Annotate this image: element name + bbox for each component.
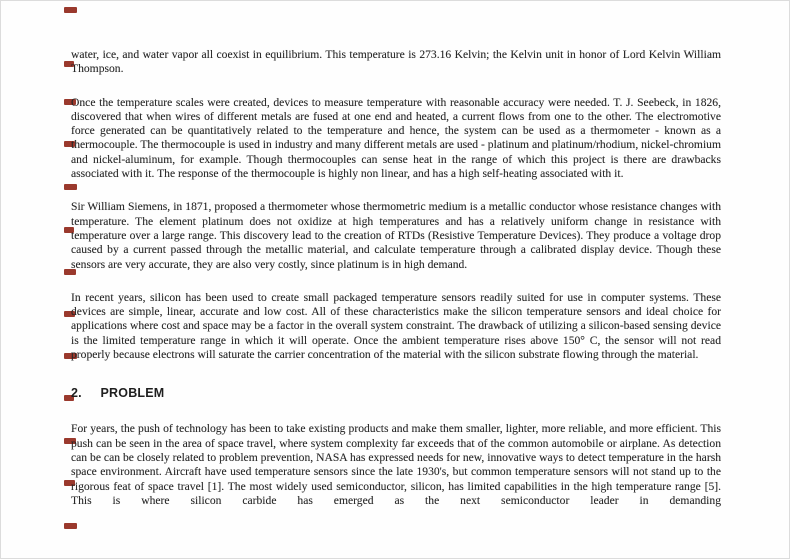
paragraph-thermocouple: Once the temperature scales were created, devices to measure temperature with reasonable accuracy were needed. T. J. Seebeck, in 1826, discovered that when wires of different metals are fused at one end and heated, a current flows from one to the other. The electromotive force generated can be quantitatively related to the temperature and hence, the system can be used as a thermometer - known as a thermocouple. The thermocouple is used in industry and many different metals are used - platinum and platinum/rhodium, nickel-chromium and nickel-aluminum, for example. Though thermocouples can sense heat in the range of which this project is there are drawbacks associated with it. The response of the thermocouple is highly non linear, and has a high self-heating associated with it. xyxy=(71,95,721,181)
section-title: PROBLEM xyxy=(100,386,165,401)
edge-mark xyxy=(64,7,77,13)
page-text-block xyxy=(71,48,721,527)
section-heading xyxy=(71,386,721,400)
paragraph-rtd: Sir William Siemens, in 1871, proposed a thermometer whose thermometric medium is a metallic conductor whose resistance changes with temperature. The element platinum does not oxidize at high temperatures and has a relatively uniform change in resistance with temperature over a large range. This discovery lead to the creation of RTDs (Resistive Temperature Devices). They produce a voltage drop caused by a current passed through the metallic material, and calculate temperature through a calibrated display device. Though these sensors are very accurate, they are also very costly, since platinum is in high demand. xyxy=(71,200,721,271)
section-number: 2. xyxy=(71,386,82,401)
paragraph-kelvin: water, ice, and water vapor all coexist in equilibrium. This temperature is 273.16 Kelvin; the Kelvin unit in honor of Lord Kelvin William Thompson. xyxy=(71,48,721,76)
paragraph-silicon: In recent years, silicon has been used to create small packaged temperature sensors readily suited for use in computer systems. These devices are simple, linear, accurate and low cost. All of these characteristics make the silicon temperature sensors and ideal choice for applications where cost and space may be a factor in the overall system constraint. The drawback of utilizing a silicon-based sensing device is the limited temperature range in which it will operate. Once the ambient temperature rises above 150° C, the sensor will not read properly because electrons will saturate the carrier concentration of the material with the silicon substrate flowing through the material. xyxy=(71,290,721,362)
paragraph-problem-intro: For years, the push of technology has been to take existing products and make them smaller, lighter, more reliable, and more efficient. This push can be seen in the area of space travel, where system complexity far exceeds that of the common automobile or airplane. As detection can be can be closely related to problem prevention, NASA has expressed needs for new, innovative ways to detect temperature in the harsh space environment. Aircraft have used temperature sensors since the late 1930's, but common temperature sensors will not stand up to the rigorous feat of space travel [1]. The most widely used semiconductor, silicon, has limited capabilities in the high temperature range [5]. This is where silicon carbide has emerged as the next semiconductor leader in demanding xyxy=(71,422,721,507)
